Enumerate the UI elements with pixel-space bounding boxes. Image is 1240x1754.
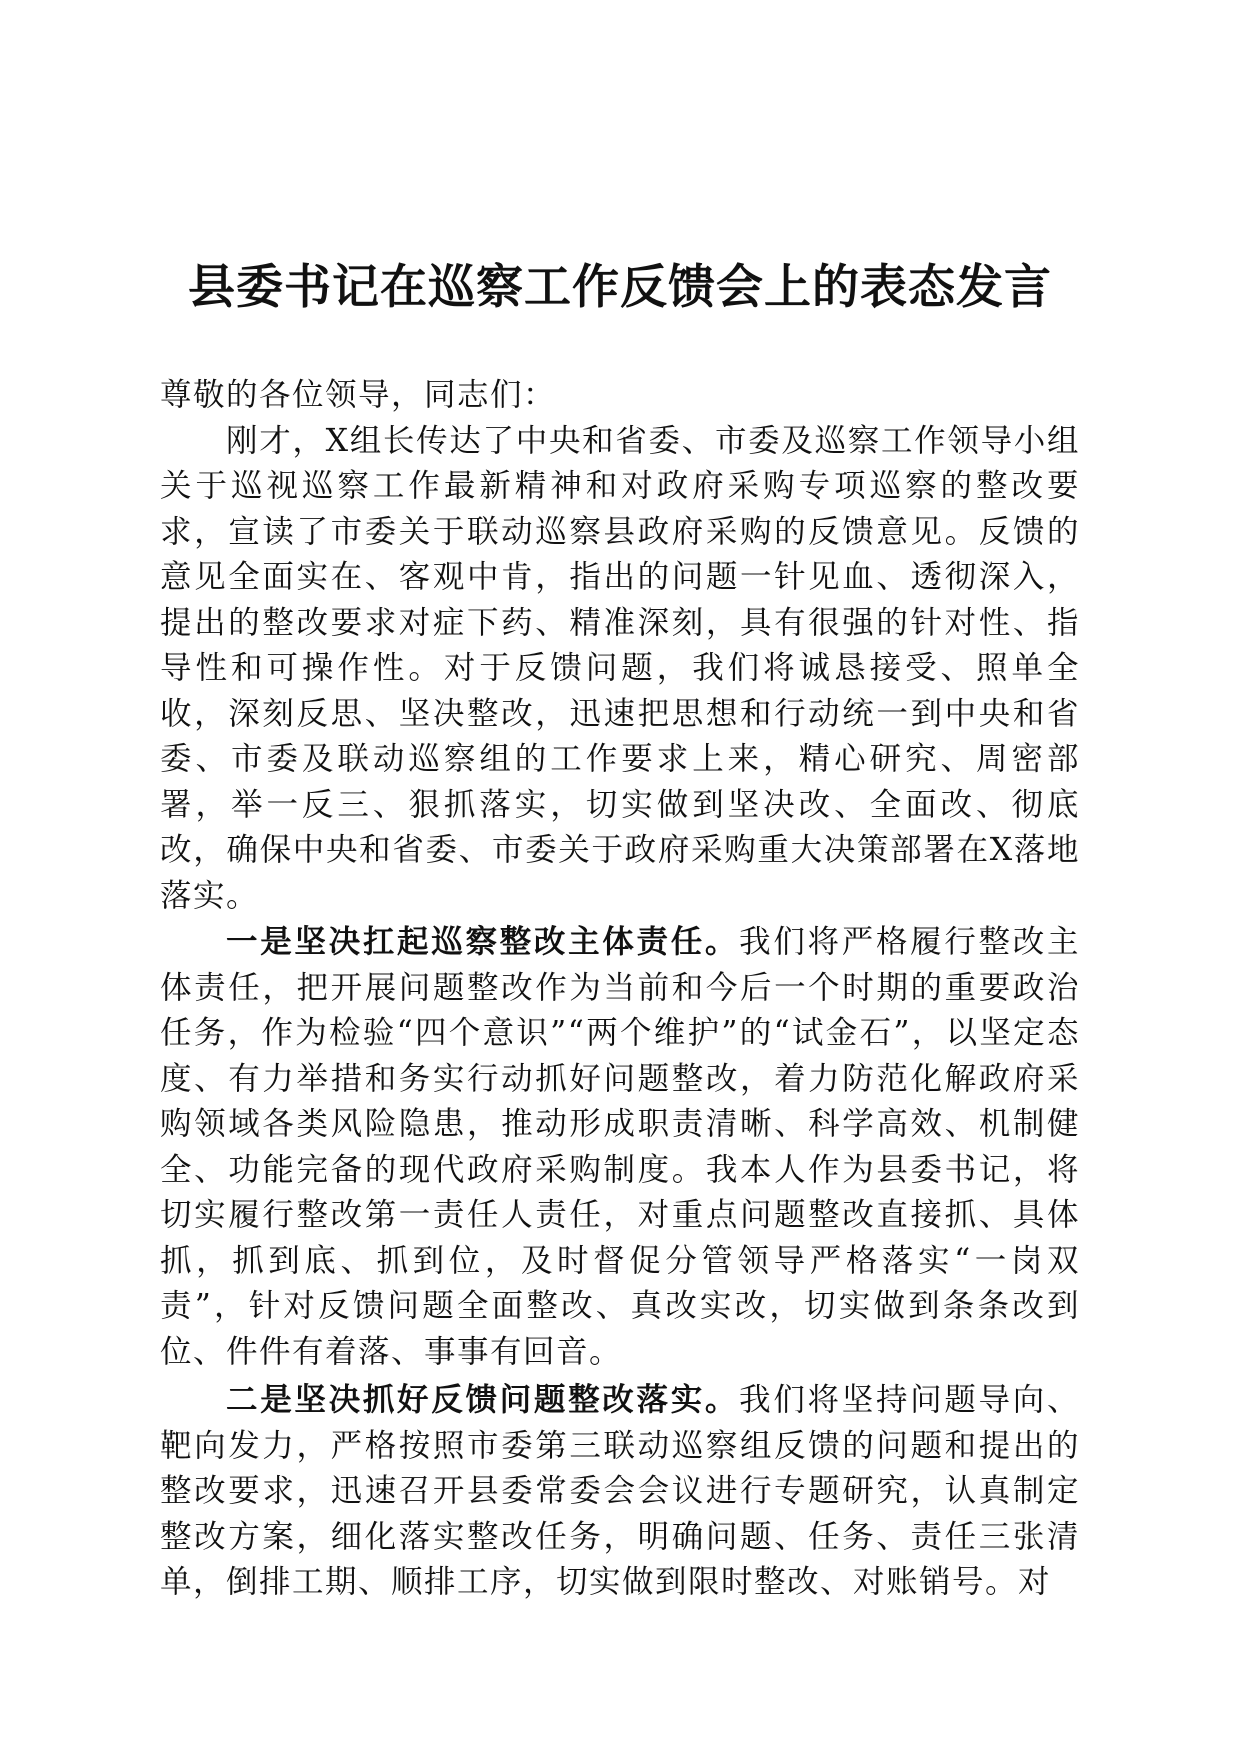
salutation: 尊敬的各位领导，同志们：: [160, 377, 557, 413]
paragraph-point-one: [160, 919, 1080, 1375]
point-one-text: 我们将严格履行整改主体责任，把开展问题整改作为当前和今后一个时期的重要政治任务，作为检验“四个意识”“两个维护”的“试金石”，以坚定态度、有力举措和务实行动抓好问题整改，着力防范化解政府采购领域各类风险隐患，推动形成职责清晰、科学高效、机制健全、功能完备的现代政府采购制度。我本人作为县委书记，将切实履行整改第一责任人责任，对重点问题整改直接抓、具体抓，抓到底、抓到位，及时督促分管领导严格落实“一岗双责”，针对反馈问题全面整改、真改实改，切实做到条条改到位、件件有着落、事事有回音。: [160, 924, 1080, 1370]
paragraph-point-two: [160, 1377, 1080, 1606]
point-two-text: 我们将坚持问题导向、靶向发力，严格按照市委第三联动巡察组反馈的问题和提出的整改要求，迅速召开县委常委会会议进行专题研究，认真制定整改方案，细化落实整改任务，明确问题、任务、责任三张清单，倒排工期、顺排工序，切实做到限时整改、对账销号。对: [160, 1382, 1080, 1600]
document-body: [160, 373, 1080, 1606]
document-title: 县委书记在巡察工作反馈会上的表态发言: [188, 260, 1052, 315]
point-one-heading: 一是坚决扛起巡察整改主体责任。: [226, 923, 740, 960]
point-two-heading: 二是坚决抓好反馈问题整改落实。: [226, 1381, 740, 1418]
paragraph-opening: 刚才，X组长传达了中央和省委、市委及巡察工作领导小组关于巡视巡察工作最新精神和对政府采购专项巡察的整改要求，宣读了市委关于联动巡察县政府采购的反馈意见。反馈的意见全面实在、客观中肯，指出的问题一针见血、透彻深入，提出的整改要求对症下药、精准深刻，具有很强的针对性、指导性和可操作性。对于反馈问题，我们将诚恳接受、照单全收，深刻反思、坚决整改，迅速把思想和行动统一到中央和省委、市委及联动巡察组的工作要求上来，精心研究、周密部署，举一反三、狠抓落实，切实做到坚决改、全面改、彻底改，确保中央和省委、市委关于政府采购重大决策部署在X落地落实。: [160, 422, 1080, 914]
